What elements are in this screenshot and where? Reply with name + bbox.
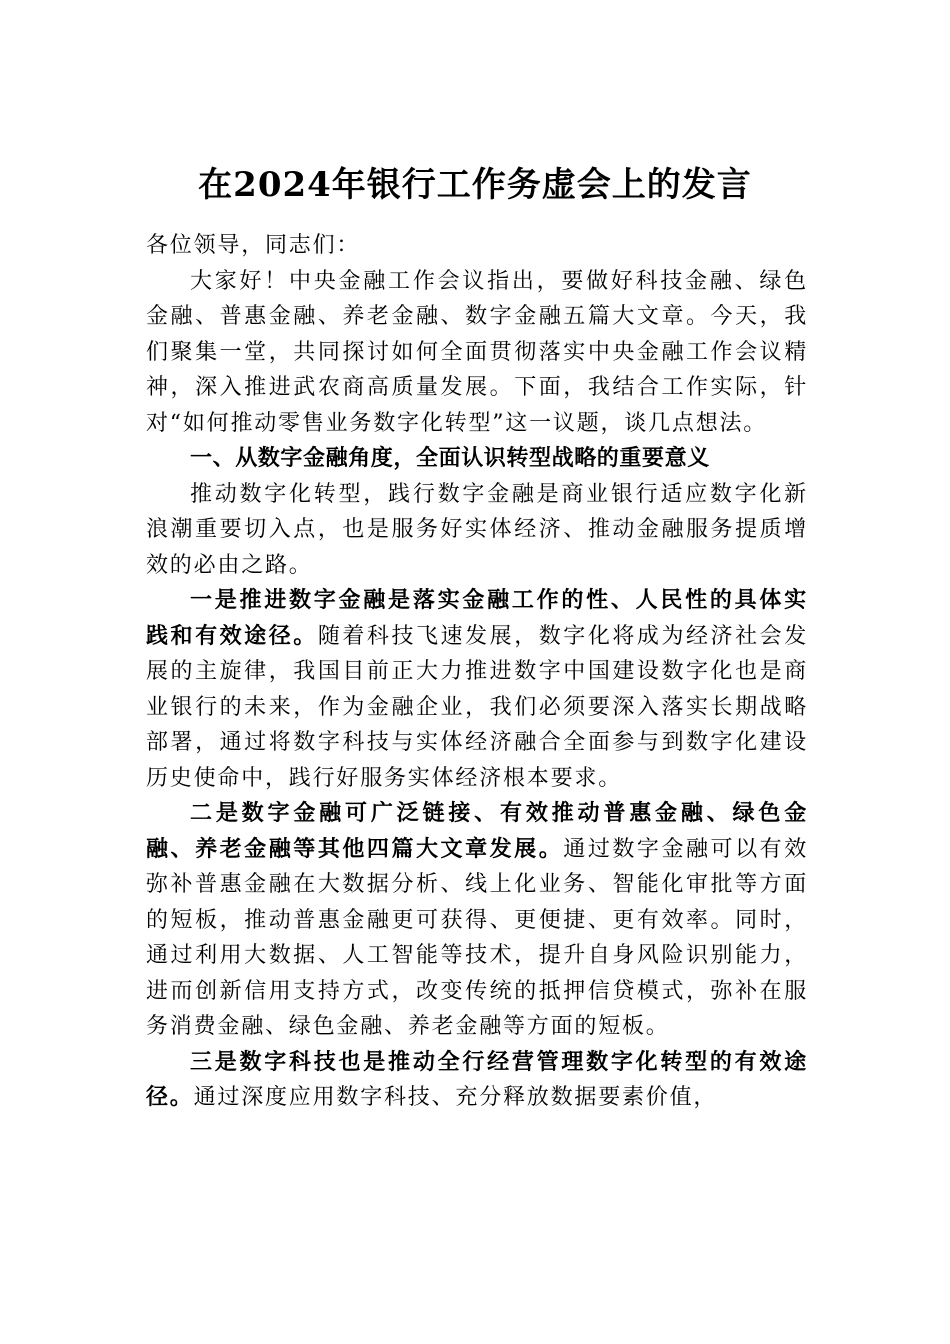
point2-lead: 二是数字金融可广泛链接、有效推动普惠金融、绿色金融、养老金融等其他四篇大文章发展。 — [146, 800, 808, 862]
section-heading-1: 一、从数字金融角度，全面认识转型战略的重要意义 — [190, 446, 710, 471]
point2-text: 通过数字金融可以有效弥补普惠金融在大数据分析、线上化业务、智能化审批等方面的短板，推动普惠金融更可获得、更便捷、更有效率。同时，通过利用大数据、人工智能等技术，提升自身风险识别能力，进而创新信用支持方式，改变传统的抵押信贷模式，弥补在服务消费金融、绿色金融、养老金融等方面的短板。 — [146, 836, 808, 1039]
point2-paragraph — [146, 796, 808, 1045]
document-body — [146, 228, 808, 1116]
point3-text: 通过深度应用数字科技、充分释放数据要素价值， — [193, 1085, 718, 1110]
intro-paragraph: 大家好！中央金融工作会议指出，要做好科技金融、绿色金融、普惠金融、养老金融、数字金融五篇大文章。今天，我们聚集一堂，共同探讨如何全面贯彻落实中央金融工作会议精神，深入推进武农商高质量发展。下面，我结合工作实际，针对“如何推动零售业务数字化转型”这一议题，谈几点想法。 — [146, 268, 808, 436]
point3-lead: 三是数字科技也是推动全行经营管理数字化转型的有效途径。 — [146, 1048, 808, 1110]
point1-lead: 一是推进数字金融是落实金融工作的性、人民性的具体实践和有效途径。 — [146, 587, 808, 649]
salutation: 各位领导，同志们： — [146, 233, 361, 258]
point3-paragraph — [146, 1045, 808, 1116]
point1-paragraph — [146, 583, 808, 796]
section1-paragraph: 推动数字化转型，践行数字金融是商业银行适应数字化新浪潮重要切入点，也是服务好实体经济、推动金融服务提质增效的必由之路。 — [146, 481, 808, 578]
point1-text: 随着科技飞速发展，数字化将成为经济社会发展的主旋律，我国目前正大力推进数字中国建设数字化也是商业银行的未来，作为金融企业，我们必须要深入落实长期战略部署，通过将数字科技与实体经济融合全面参与到数字化建设历史使命中，践行好服务实体经济根本要求。 — [146, 623, 808, 791]
document-title: 在2024年银行工作务虚会上的发言 — [198, 165, 752, 205]
